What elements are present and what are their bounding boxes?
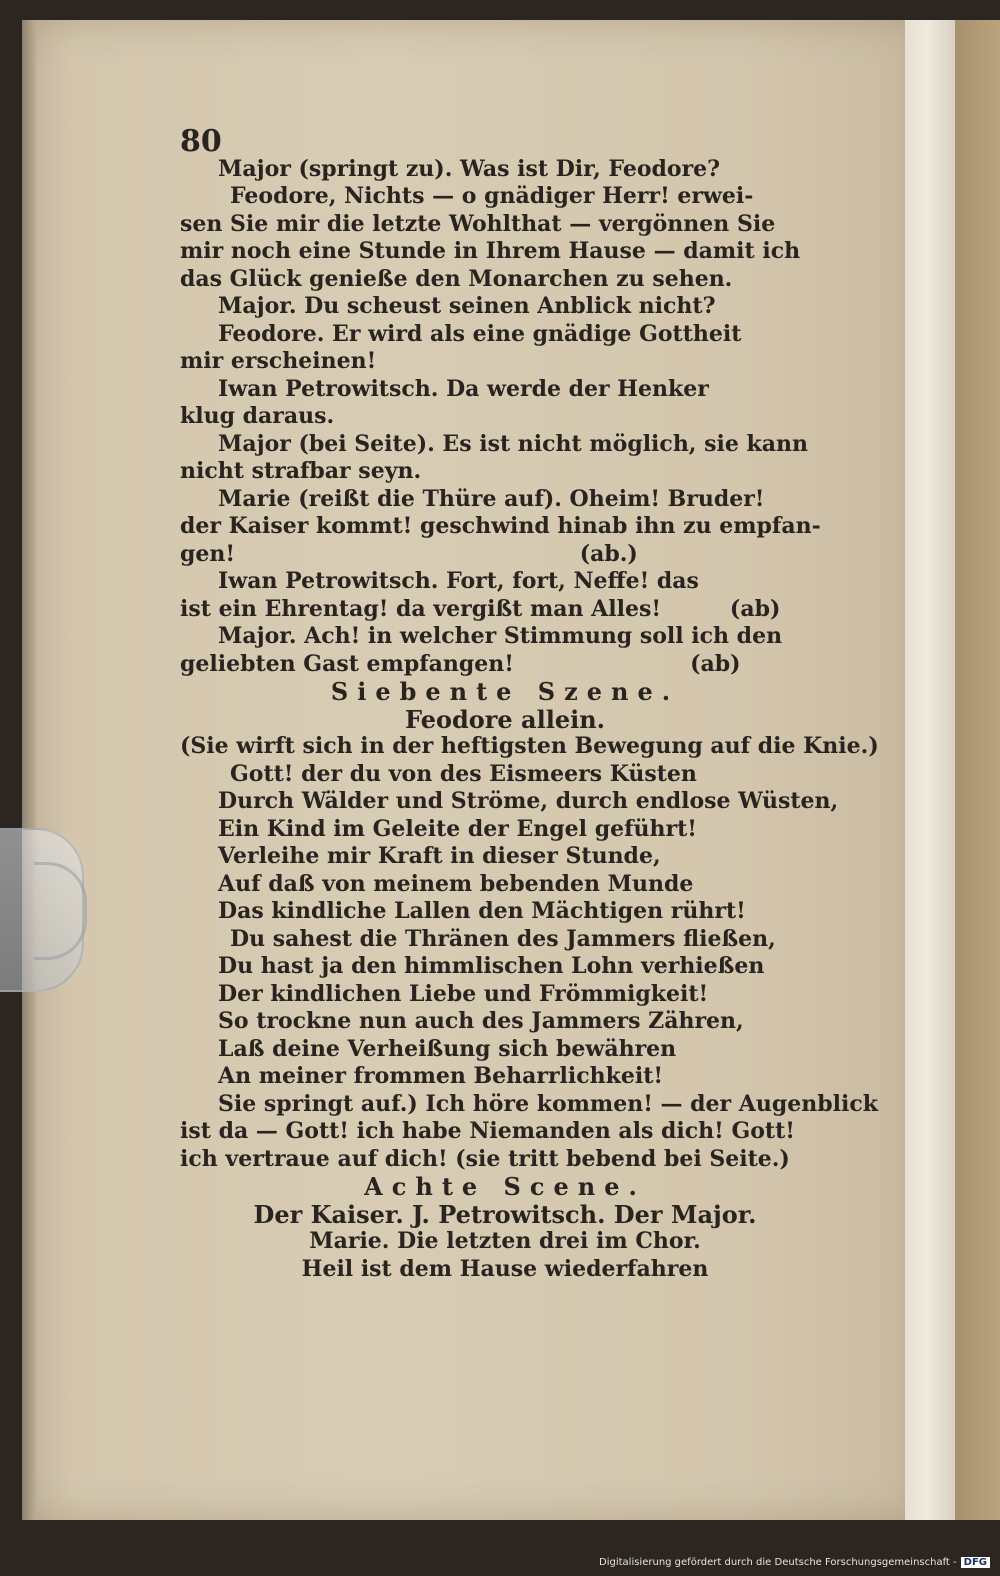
text-line: nicht strafbar seyn. [180,458,422,484]
text-line: Verleihe mir Kraft in dieser Stunde, [218,843,661,869]
text-line: Iwan Petrowitsch. Da werde der Henker [218,375,709,402]
adjacent-page [955,20,1000,1520]
page-number: 80 [180,124,222,159]
text-line: Marie (reißt die Thüre auf). Oheim! Bruder! [218,485,765,512]
text-line: Sie springt auf.) Ich höre kommen! — der Augenblick [218,1090,878,1117]
text-line: sen Sie mir die letzte Wohlthat — vergönnen Sie [180,210,776,237]
text-line: Auf daß von meinem bebenden Munde [218,870,694,897]
text-line: Major (bei Seite). Es ist nicht möglich, sie kann [218,430,809,457]
text-line: ist ein Ehrentag! da vergißt man Alles! (ab) [180,595,781,622]
page-edge [22,20,36,1520]
text-line: Major. Du scheust seinen Anblick nicht? [218,293,716,319]
text-line: Marie. Die letzten drei im Chor. [309,1228,701,1254]
text-line: Feodore. Er wird als eine gnädige Gottheit [218,320,742,347]
text-line: gen! (ab.) [180,540,638,567]
text-line: mir noch eine Stunde in Ihrem Hause — damit ich [180,238,801,264]
text-line: Du hast ja den himmlischen Lohn verhießen [218,953,765,979]
text-line: Major. Ach! in welcher Stimmung soll ich den [218,623,783,649]
text-line: Feodore allein. [404,704,606,734]
text-line: mir erscheinen! [180,348,377,374]
text-line: geliebten Gast empfangen! (ab) [180,650,741,677]
text-line: So trockne nun auch des Jammers Zähren, [218,1008,744,1034]
dfg-logo: DFG [961,1557,990,1568]
text-line: der Kaiser kommt! geschwind hinab ihn zu empfan- [180,513,821,539]
text-line: ich vertraue auf dich! (sie tritt bebend bei Seite.) [180,1145,790,1172]
text-line: Feodore, Nichts — o gnädiger Herr! erwei- [230,183,754,209]
text-line: Gott! der du von des Eismeers Küsten [230,760,697,787]
text-line: (Sie wirft sich in der heftigsten Bewegung auf die Knie.) [180,733,879,759]
text-line: An meiner frommen Beharrlichkeit! [218,1063,664,1089]
text-line: Durch Wälder und Ströme, durch endlose Wüsten, [218,788,839,814]
text-line: Der kindlichen Liebe und Frömmigkeit! [218,980,709,1007]
text-line: Iwan Petrowitsch. Fort, fort, Neffe! das [218,568,699,594]
text-line: Das kindliche Lallen den Mächtigen rührt! [218,898,746,924]
text-line: Major (springt zu). Was ist Dir, Feodore? [218,155,721,182]
page-text [180,124,879,1283]
text-line: Ein Kind im Geleite der Engel geführt! [218,815,697,842]
text-line: Achte Scene. [364,1172,646,1201]
text-line: Der Kaiser. J. Petrowitsch. Der Major. [253,1199,757,1229]
text-lines [180,155,879,1284]
text-line: Heil ist dem Hause wiederfahren [301,1255,709,1282]
footer-text: Digitalisierung gefördert durch die Deutsche Forschungsgemeinschaft - [599,1557,957,1568]
text-line: klug daraus. [180,403,335,429]
text-line: das Glück genieße den Monarchen zu sehen. [180,265,733,292]
text-line: Siebente Szene. [330,677,680,706]
text-line: Du sahest die Thränen des Jammers fließen, [230,925,776,952]
text-line: ist da — Gott! ich habe Niemanden als dich! Gott! [180,1118,795,1144]
footer-credit [599,1557,990,1568]
text-line: Laß deine Verheißung sich bewähren [218,1035,677,1062]
paper-fold [905,20,955,1520]
